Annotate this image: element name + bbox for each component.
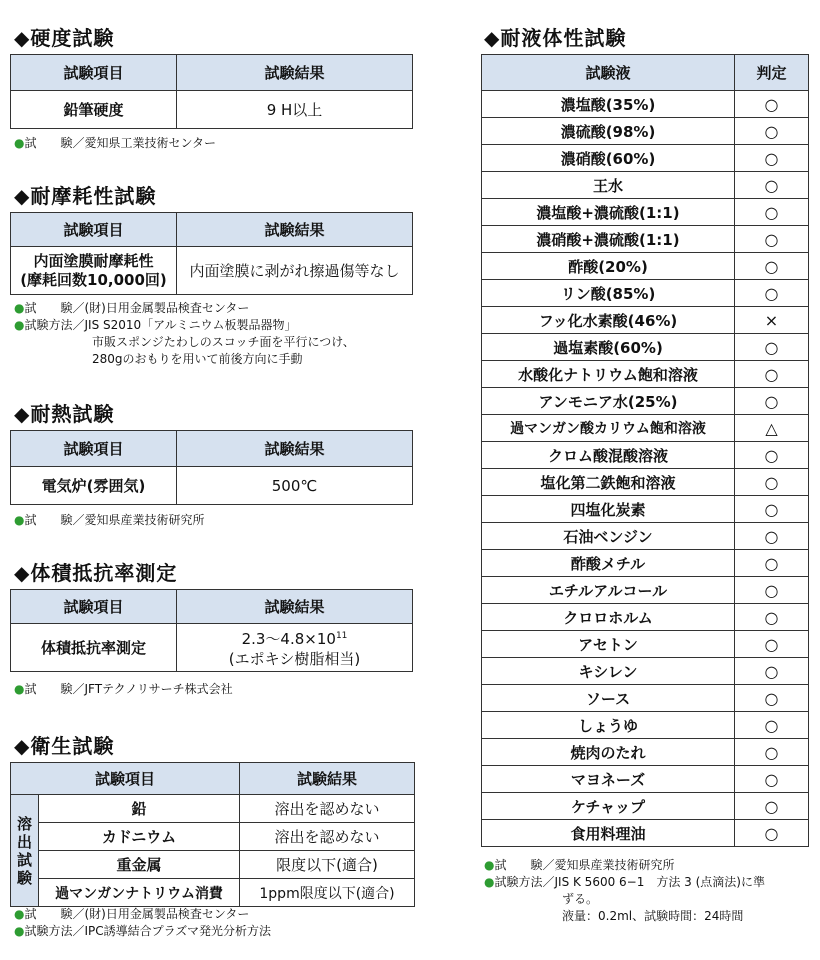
judgement-mark: ○ bbox=[735, 604, 809, 631]
chemical-row bbox=[482, 172, 809, 199]
resistivity-title: ◆体積抵抗率測定 bbox=[14, 561, 178, 585]
judgement-mark: ○ bbox=[735, 388, 809, 415]
test-liquid: 濃硫酸(98%) bbox=[482, 118, 735, 145]
bullet-icon: ● bbox=[14, 136, 25, 150]
hygiene-notes: ●試 験／(財)日用金属製品検査センター ●試験方法／IPC誘導結合プラズマ発光分析方法 bbox=[14, 907, 272, 938]
chemical-row bbox=[482, 226, 809, 253]
hygiene-result: 1ppm限度以下(適合) bbox=[240, 879, 415, 907]
judgement-mark: ○ bbox=[735, 442, 809, 469]
test-liquid: 酢酸(20%) bbox=[482, 253, 735, 280]
judgement-mark: ○ bbox=[735, 280, 809, 307]
test-liquid: 王水 bbox=[482, 172, 735, 199]
bullet-icon: ● bbox=[14, 318, 25, 332]
chemical-row bbox=[482, 469, 809, 496]
judgement-mark: ○ bbox=[735, 523, 809, 550]
header-test-result: 試験結果 bbox=[240, 763, 415, 795]
chemical-title: ◆耐液体性試験 bbox=[484, 26, 627, 50]
chemical-row bbox=[482, 496, 809, 523]
judgement-mark: ○ bbox=[735, 118, 809, 145]
test-liquid: アセトン bbox=[482, 631, 735, 658]
header-test-item: 試験項目 bbox=[11, 55, 177, 91]
chemical-rows bbox=[482, 91, 809, 847]
abrasion-result: 内面塗膜に剥がれ擦過傷等なし bbox=[177, 247, 413, 295]
judgement-mark: ○ bbox=[735, 361, 809, 388]
test-liquid: 濃硝酸(60%) bbox=[482, 145, 735, 172]
heat-title: ◆耐熱試験 bbox=[14, 402, 115, 426]
test-liquid: しょうゆ bbox=[482, 712, 735, 739]
chemical-row bbox=[482, 91, 809, 118]
chemical-row bbox=[482, 685, 809, 712]
heat-note: ●試 験／愛知県産業技術研究所 bbox=[14, 513, 205, 527]
judgement-mark: ○ bbox=[735, 685, 809, 712]
chemical-row bbox=[482, 307, 809, 334]
elution-test-label: 溶 出 試 験 bbox=[11, 795, 39, 907]
heat-result: 500℃ bbox=[177, 467, 413, 505]
hygiene-result: 溶出を認めない bbox=[240, 795, 415, 823]
chemical-row bbox=[482, 631, 809, 658]
header-test-result: 試験結果 bbox=[177, 55, 413, 91]
chemical-row bbox=[482, 820, 809, 847]
judgement-mark: ○ bbox=[735, 199, 809, 226]
chemical-row bbox=[482, 199, 809, 226]
chemical-row bbox=[482, 523, 809, 550]
chemical-row bbox=[482, 577, 809, 604]
judgement-mark: ○ bbox=[735, 712, 809, 739]
bullet-icon: ● bbox=[14, 924, 25, 938]
chemical-row bbox=[482, 766, 809, 793]
abrasion-item: 内面塗膜耐摩耗性 (摩耗回数10,000回) bbox=[11, 247, 177, 295]
abrasion-table bbox=[10, 212, 413, 295]
abrasion-notes: ●試 験／(財)日用金属製品検査センター ●試験方法／JIS S2010「アルミニウム板製品器物」 市販スポンジたわしのスコッチ面を平行につけ、 280gのおもりを用いて前後方向に手動 bbox=[14, 301, 355, 366]
test-liquid: 酢酸メチル bbox=[482, 550, 735, 577]
heat-table bbox=[10, 430, 413, 505]
test-liquid: 濃塩酸+濃硫酸(1:1) bbox=[482, 199, 735, 226]
judgement-mark: ○ bbox=[735, 469, 809, 496]
judgement-mark: ○ bbox=[735, 739, 809, 766]
hygiene-item: 鉛 bbox=[39, 795, 240, 823]
judgement-mark: ○ bbox=[735, 226, 809, 253]
chemical-row bbox=[482, 712, 809, 739]
header-test-liquid: 試験液 bbox=[482, 55, 735, 91]
test-liquid: ケチャップ bbox=[482, 793, 735, 820]
hardness-table bbox=[10, 54, 413, 129]
chemical-row bbox=[482, 361, 809, 388]
judgement-mark: ○ bbox=[735, 577, 809, 604]
test-liquid: クロロホルム bbox=[482, 604, 735, 631]
judgement-mark: ○ bbox=[735, 550, 809, 577]
judgement-mark: ○ bbox=[735, 91, 809, 118]
resistivity-result: 2.3〜$4.8\times 10^{11}$ (エポキシ樹脂相当) bbox=[177, 624, 413, 672]
chemical-row bbox=[482, 793, 809, 820]
chemical-row bbox=[482, 658, 809, 685]
abrasion-title: ◆耐摩耗性試験 bbox=[14, 184, 157, 208]
test-liquid: 四塩化炭素 bbox=[482, 496, 735, 523]
chemical-row bbox=[482, 550, 809, 577]
test-liquid: リン酸(85%) bbox=[482, 280, 735, 307]
test-liquid: ソース bbox=[482, 685, 735, 712]
resistivity-item: 体積抵抗率測定 bbox=[11, 624, 177, 672]
chemical-notes: ●試 験／愛知県産業技術研究所 ●試験方法／JIS K 5600 6−1 方法 3 (点滴法)に準 ずる。 液量：0.2ml、試験時間：24時間 bbox=[484, 858, 765, 923]
bullet-icon: ● bbox=[14, 513, 25, 527]
header-test-result: 試験結果 bbox=[177, 213, 413, 247]
header-test-item: 試験項目 bbox=[11, 431, 177, 467]
test-liquid: 水酸化ナトリウム飽和溶液 bbox=[482, 361, 735, 388]
header-test-item: 試験項目 bbox=[11, 590, 177, 624]
judgement-mark: × bbox=[735, 307, 809, 334]
judgement-mark: ○ bbox=[735, 145, 809, 172]
resistivity-note: ●試 験／JFTテクノリサーチ株式会社 bbox=[14, 682, 233, 696]
resistivity-table bbox=[10, 589, 413, 672]
test-liquid: フッ化水素酸(46%) bbox=[482, 307, 735, 334]
bullet-icon: ● bbox=[484, 875, 495, 889]
hygiene-item: 過マンガンナトリウム消費 bbox=[39, 879, 240, 907]
test-liquid: 石油ベンジン bbox=[482, 523, 735, 550]
chemical-table bbox=[481, 54, 809, 847]
judgement-mark: ○ bbox=[735, 172, 809, 199]
header-judgement: 判定 bbox=[735, 55, 809, 91]
judgement-mark: ○ bbox=[735, 496, 809, 523]
test-liquid: マヨネーズ bbox=[482, 766, 735, 793]
chemical-row bbox=[482, 739, 809, 766]
test-liquid: 焼肉のたれ bbox=[482, 739, 735, 766]
test-liquid: 塩化第二鉄飽和溶液 bbox=[482, 469, 735, 496]
test-liquid: アンモニア水(25%) bbox=[482, 388, 735, 415]
bullet-icon: ● bbox=[14, 301, 25, 315]
chemical-row bbox=[482, 280, 809, 307]
judgement-mark: ○ bbox=[735, 793, 809, 820]
judgement-mark: ○ bbox=[735, 334, 809, 361]
heat-item: 電気炉(雰囲気) bbox=[11, 467, 177, 505]
test-liquid: 濃硝酸+濃硫酸(1:1) bbox=[482, 226, 735, 253]
header-test-item: 試験項目 bbox=[11, 763, 240, 795]
header-test-item: 試験項目 bbox=[11, 213, 177, 247]
judgement-mark: ○ bbox=[735, 253, 809, 280]
hygiene-title: ◆衛生試験 bbox=[14, 734, 115, 758]
test-liquid: キシレン bbox=[482, 658, 735, 685]
chemical-row bbox=[482, 442, 809, 469]
test-liquid: クロム酸混酸溶液 bbox=[482, 442, 735, 469]
chemical-row bbox=[482, 334, 809, 361]
bullet-icon: ● bbox=[14, 682, 25, 696]
hardness-result: 9 H以上 bbox=[177, 91, 413, 129]
header-test-result: 試験結果 bbox=[177, 590, 413, 624]
test-liquid: 過マンガン酸カリウム飽和溶液 bbox=[482, 415, 735, 442]
judgement-mark: ○ bbox=[735, 820, 809, 847]
hygiene-result: 限度以下(適合) bbox=[240, 851, 415, 879]
bullet-icon: ● bbox=[14, 907, 25, 921]
hardness-item: 鉛筆硬度 bbox=[11, 91, 177, 129]
judgement-mark: △ bbox=[735, 415, 809, 442]
chemical-row bbox=[482, 118, 809, 145]
hardness-title: ◆硬度試験 bbox=[14, 26, 115, 50]
test-liquid: エチルアルコール bbox=[482, 577, 735, 604]
hygiene-item: 重金属 bbox=[39, 851, 240, 879]
bullet-icon: ● bbox=[484, 858, 495, 872]
hygiene-item: カドニウム bbox=[39, 823, 240, 851]
chemical-row bbox=[482, 388, 809, 415]
hygiene-result: 溶出を認めない bbox=[240, 823, 415, 851]
chemical-row bbox=[482, 145, 809, 172]
header-test-result: 試験結果 bbox=[177, 431, 413, 467]
judgement-mark: ○ bbox=[735, 631, 809, 658]
test-liquid: 過塩素酸(60%) bbox=[482, 334, 735, 361]
judgement-mark: ○ bbox=[735, 658, 809, 685]
hardness-note: ●試 験／愛知県工業技術センター bbox=[14, 136, 217, 150]
chemical-row bbox=[482, 253, 809, 280]
hygiene-table bbox=[10, 762, 415, 907]
chemical-row bbox=[482, 415, 809, 442]
test-liquid: 食用料理油 bbox=[482, 820, 735, 847]
judgement-mark: ○ bbox=[735, 766, 809, 793]
test-liquid: 濃塩酸(35%) bbox=[482, 91, 735, 118]
chemical-row bbox=[482, 604, 809, 631]
